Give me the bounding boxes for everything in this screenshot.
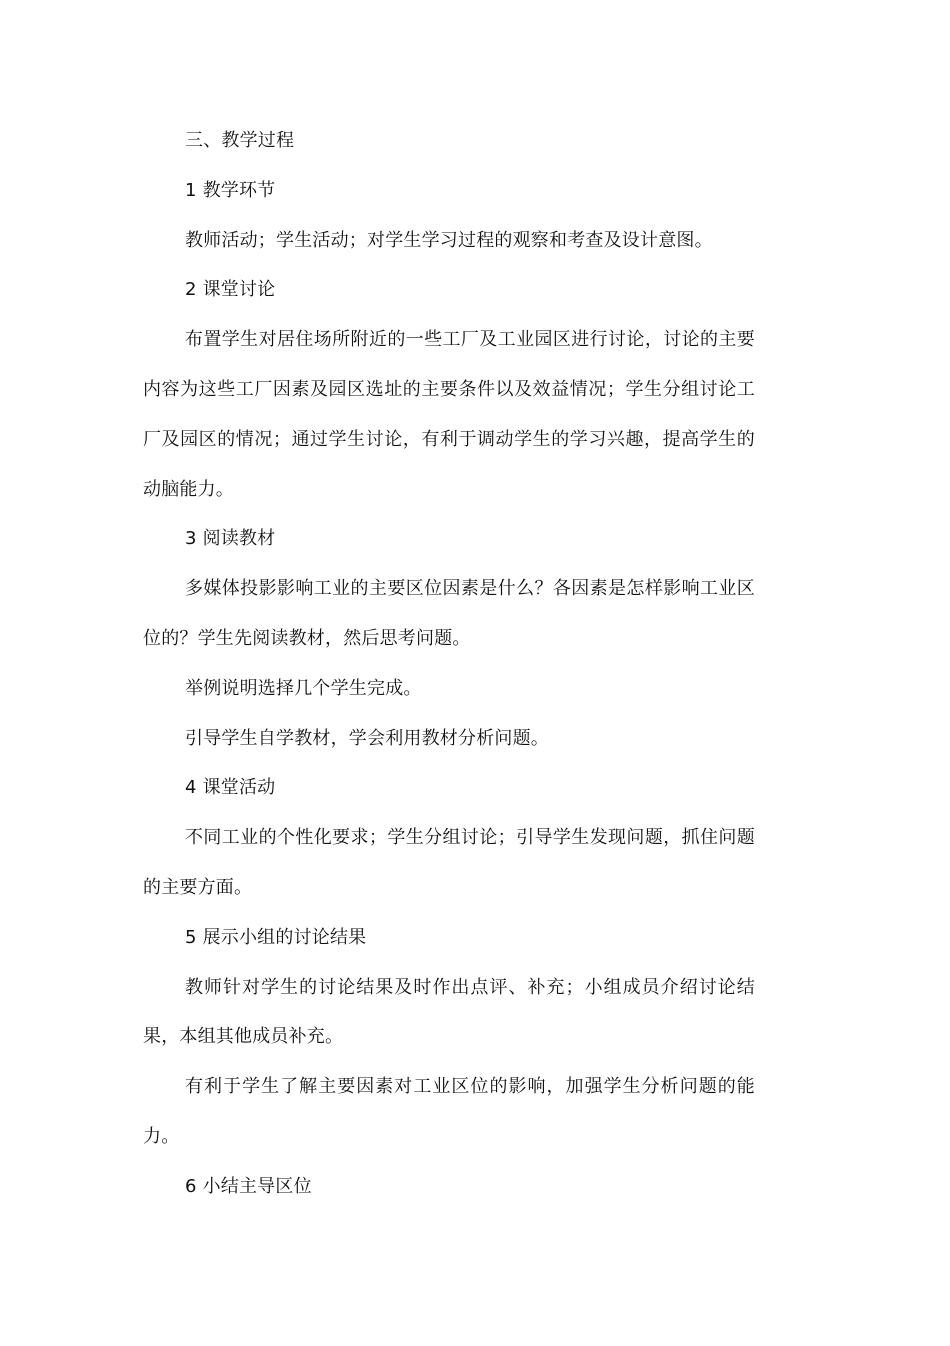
section-heading: 三、教学过程 [185,130,295,151]
paragraph: 举例说明选择几个学生完成。 [185,677,422,699]
paragraph: 不同工业的个性化要求；学生分组讨论；引导学生发现问题，抓住问题的主要方面。 [143,827,755,898]
subheading-summary: 6 小结主导区位 [185,1175,312,1197]
paragraph: 教师针对学生的讨论结果及时作出点评、补充；小组成员介绍讨论结果，本组其他成员补充。 [143,976,755,1048]
subheading-class-discussion: 2 课堂讨论 [185,279,276,301]
paragraph: 布置学生对居住场所附近的一些工厂及工业园区进行讨论，讨论的主要内容为这些工厂因素及园区选址的主要条件以及效益情况；学生分组讨论工厂及园区的情况；通过学生讨论，有利于调动学生的学习兴趣，提高学生的动脑能力。 [143,329,755,500]
paragraph: 教师活动；学生活动；对学生学习过程的观察和考查及设计意图。 [185,229,713,251]
subheading-class-activity: 4 课堂活动 [185,777,276,799]
subheading-group-results: 5 展示小组的讨论结果 [185,926,367,948]
paragraph: 有利于学生了解主要因素对工业区位的影响，加强学生分析问题的能力。 [143,1076,755,1147]
subheading-teaching-steps: 1 教学环节 [185,179,276,201]
subheading-reading-textbook: 3 阅读教材 [185,528,276,550]
paragraph: 引导学生自学教材，学会利用教材分析问题。 [185,727,549,749]
paragraph: 多媒体投影影响工业的主要区位因素是什么？各因素是怎样影响工业区位的？学生先阅读教材，然后思考问题。 [143,578,755,649]
document-body [143,116,755,1212]
